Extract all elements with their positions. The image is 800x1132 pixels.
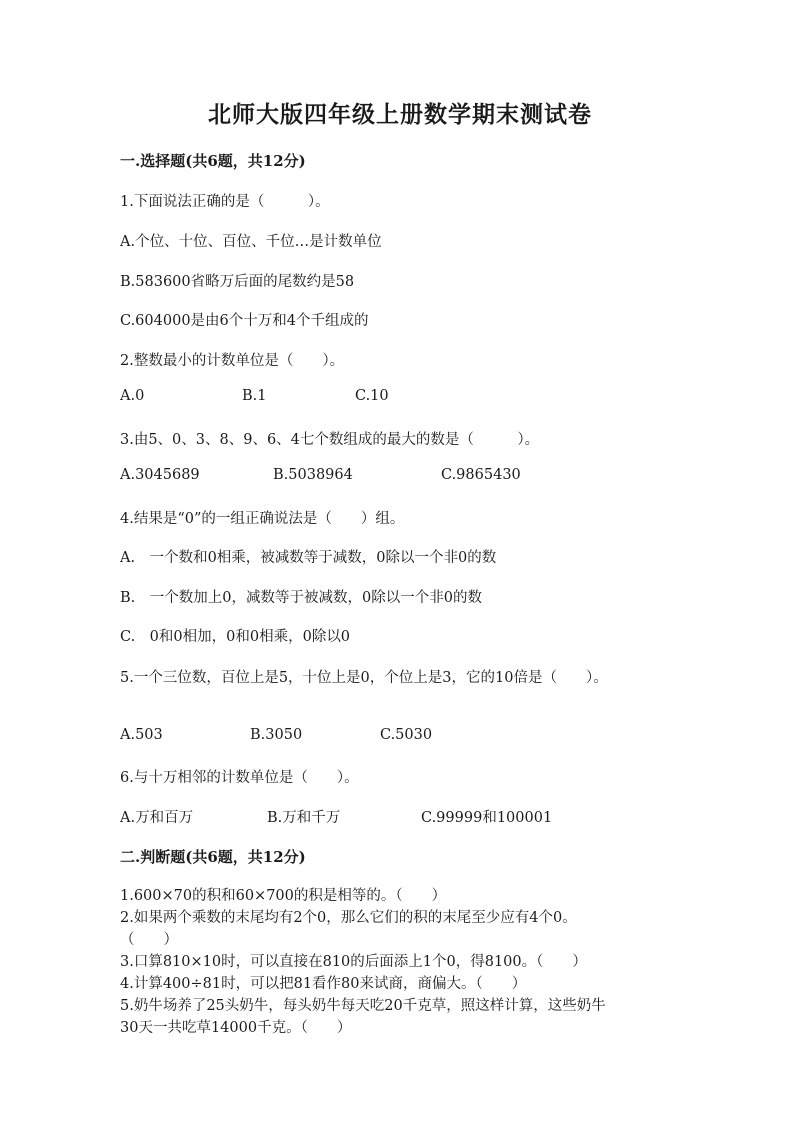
question-6-option-b: B.万和千万 (267, 810, 341, 826)
question-2-option-a: A.0 (120, 388, 145, 404)
question-3-option-c: C.9865430 (441, 467, 521, 483)
question-6-option-c: C.99999和100001 (421, 810, 553, 826)
question-1-option-b: B.583600省略万后面的尾数约是58 (120, 274, 355, 290)
question-6-stem: 6.与十万相邻的计数单位是（ ）。 (120, 770, 359, 786)
question-5-option-c: C.5030 (380, 727, 433, 743)
question-6-option-a: A.万和百万 (120, 810, 194, 826)
section-heading-judgment: 二.判断题(共6题，共12分) (120, 848, 306, 866)
question-5-option-b: B.3050 (250, 727, 303, 743)
judgment-line-4: 4.计算400÷81时，可以把81看作80来试商，商偏大。（ ） (120, 976, 527, 992)
question-2-option-c: C.10 (355, 388, 389, 404)
question-4-option-b: B. 一个数加上0，减数等于被减数，0除以一个非0的数 (120, 590, 482, 606)
question-4-stem: 4.结果是“0”的一组正确说法是（ ）组。 (120, 511, 405, 527)
question-3-option-a: A.3045689 (120, 467, 200, 483)
question-3-stem: 3.由5、0、3、8、9、6、4七个数组成的最大的数是（ ）。 (120, 432, 540, 448)
judgment-line-2-bracket: （ ） (120, 932, 178, 948)
question-3-option-b: B.5038964 (273, 467, 353, 483)
question-2-stem: 2.整数最小的计数单位是（ ）。 (120, 353, 345, 369)
question-4-option-c: C. 0和0相加，0和0相乘，0除以0 (120, 629, 351, 645)
judgment-line-3: 3.口算810×10时，可以直接在810的后面添上1个0，得8100。（ ） (120, 954, 587, 970)
question-1-option-c: C.604000是由6个十万和4个千组成的 (120, 313, 369, 329)
page-title: 北师大版四年级上册数学期末测试卷 (208, 101, 592, 128)
question-2-option-b: B.1 (242, 388, 267, 404)
judgment-line-1: 1.600×70的积和60×700的积是相等的。（ ） (120, 888, 447, 904)
question-1-stem: 1.下面说法正确的是（ ）。 (120, 194, 330, 210)
question-1-option-a: A.个位、十位、百位、千位…是计数单位 (120, 234, 382, 250)
judgment-line-5: 5.奶牛场养了25头奶牛，每头奶牛每天吃20千克草，照这样计算，这些奶牛 (120, 998, 606, 1014)
question-5-option-a: A.503 (120, 727, 163, 743)
section-heading-choice: 一.选择题(共6题，共12分) (120, 152, 306, 170)
judgment-line-2: 2.如果两个乘数的末尾均有2个0，那么它们的积的末尾至少应有4个0。 (120, 910, 577, 926)
question-5-stem: 5.一个三位数，百位上是5，十位上是0，个位上是3，它的10倍是（ ）。 (120, 670, 608, 686)
judgment-line-5-cont: 30天一共吃草14000千克。（ ） (120, 1020, 352, 1036)
question-4-option-a: A. 一个数和0相乘，被减数等于减数，0除以一个非0的数 (120, 550, 497, 566)
